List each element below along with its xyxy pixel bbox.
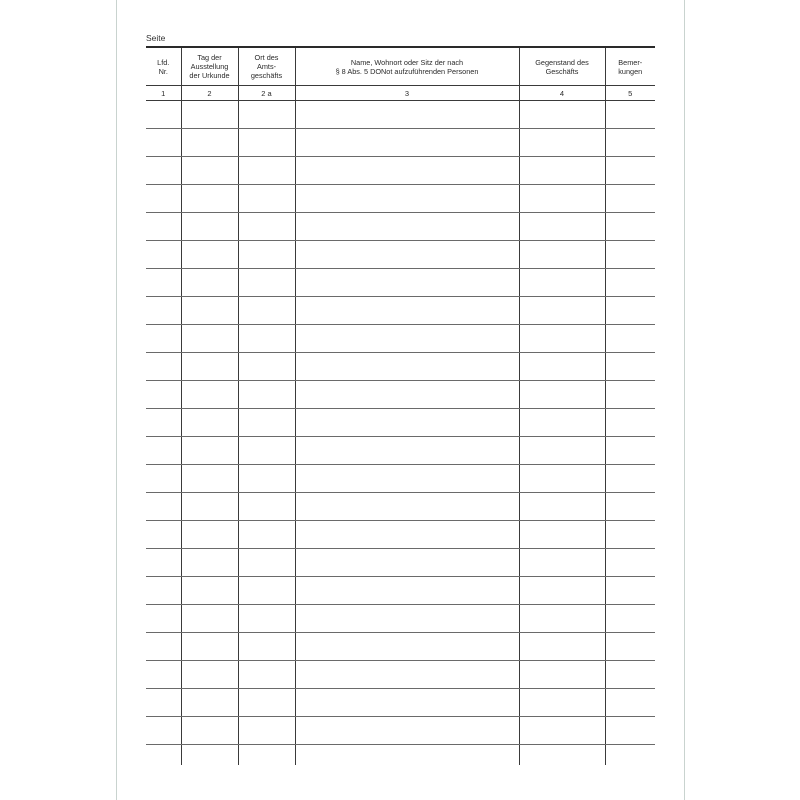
table-cell[interactable] [146,297,181,325]
table-cell[interactable] [519,101,605,129]
table-cell[interactable] [238,437,295,465]
table-cell[interactable] [519,409,605,437]
table-cell[interactable] [605,745,655,766]
table-row [146,185,655,213]
column-number: 4 [519,86,605,101]
column-header-tag-der-ausstellung: Tag der Ausstellung der Urkunde [181,47,238,86]
table-cell[interactable] [238,101,295,129]
table-cell[interactable] [605,605,655,633]
table-cell[interactable] [519,689,605,717]
table-cell[interactable] [295,269,519,297]
table-cell[interactable] [146,241,181,269]
table-cell[interactable] [238,661,295,689]
table-row [146,353,655,381]
table-cell[interactable] [146,633,181,661]
table-cell[interactable] [146,325,181,353]
table-cell[interactable] [181,633,238,661]
table-cell[interactable] [238,381,295,409]
table-cell[interactable] [605,493,655,521]
table-cell[interactable] [146,577,181,605]
table-cell[interactable] [146,661,181,689]
table-cell[interactable] [519,437,605,465]
table-cell[interactable] [146,213,181,241]
column-number-row [146,86,655,101]
table-cell[interactable] [519,381,605,409]
table-cell[interactable] [181,241,238,269]
table-cell[interactable] [295,157,519,185]
table-cell[interactable] [295,129,519,157]
column-number: 2 a [238,86,295,101]
table-cell[interactable] [146,493,181,521]
table-cell[interactable] [238,549,295,577]
table-cell[interactable] [605,129,655,157]
table-row [146,241,655,269]
table-cell[interactable] [238,493,295,521]
table-cell[interactable] [146,157,181,185]
table-row [146,269,655,297]
table-cell[interactable] [605,185,655,213]
column-header-name-wohnort: Name, Wohnort oder Sitz der nach § 8 Abs. 5 DONot aufzuführenden Personen [295,47,519,86]
table-cell[interactable] [519,297,605,325]
table-cell[interactable] [295,185,519,213]
table-cell[interactable] [238,633,295,661]
table-cell[interactable] [295,241,519,269]
table-cell[interactable] [295,381,519,409]
table-cell[interactable] [238,689,295,717]
table-cell[interactable] [519,605,605,633]
table-cell[interactable] [181,297,238,325]
table-cell[interactable] [146,353,181,381]
table-cell[interactable] [605,325,655,353]
table-cell[interactable] [181,605,238,633]
register-table [146,46,655,765]
table-cell[interactable] [146,689,181,717]
table-row [146,409,655,437]
table-cell[interactable] [181,521,238,549]
table-cell[interactable] [146,437,181,465]
table-cell[interactable] [519,213,605,241]
table-cell[interactable] [519,269,605,297]
table-cell[interactable] [238,605,295,633]
table-cell[interactable] [295,353,519,381]
table-cell[interactable] [605,661,655,689]
table-cell[interactable] [295,745,519,766]
table-row [146,577,655,605]
table-cell[interactable] [146,465,181,493]
table-cell[interactable] [238,409,295,437]
table-row [146,465,655,493]
column-header-lfd-nr: Lfd. Nr. [146,47,181,86]
table-cell[interactable] [295,325,519,353]
table-cell[interactable] [295,717,519,745]
table-cell[interactable] [238,157,295,185]
header-row [146,47,655,86]
page-label: Seite [146,33,166,43]
table-cell[interactable] [605,101,655,129]
table-cell[interactable] [295,521,519,549]
column-number: 1 [146,86,181,101]
table-cell[interactable] [181,325,238,353]
table-cell[interactable] [181,577,238,605]
table-cell[interactable] [181,381,238,409]
table-cell[interactable] [238,185,295,213]
table-cell[interactable] [238,353,295,381]
table-cell[interactable] [146,185,181,213]
table-cell[interactable] [181,549,238,577]
table-cell[interactable] [181,157,238,185]
table-cell[interactable] [146,605,181,633]
column-number: 5 [605,86,655,101]
table-cell[interactable] [295,465,519,493]
table-row [146,101,655,129]
table-cell[interactable] [605,521,655,549]
table-cell[interactable] [146,745,181,766]
table-cell[interactable] [605,689,655,717]
table-row [146,549,655,577]
table-row [146,297,655,325]
table-cell[interactable] [519,185,605,213]
table-cell[interactable] [605,213,655,241]
table-cell[interactable] [181,689,238,717]
table-cell[interactable] [519,353,605,381]
table-cell[interactable] [295,213,519,241]
column-header-bemerkungen: Bemer- kungen [605,47,655,86]
table-cell[interactable] [181,465,238,493]
table-cell[interactable] [295,689,519,717]
table-row [146,689,655,717]
table-cell[interactable] [146,717,181,745]
table-cell[interactable] [181,717,238,745]
table-cell[interactable] [519,661,605,689]
table-cell[interactable] [238,269,295,297]
table-cell[interactable] [181,213,238,241]
table-cell[interactable] [295,101,519,129]
table-row [146,745,655,766]
table-cell[interactable] [181,437,238,465]
table-cell[interactable] [238,213,295,241]
table-cell[interactable] [605,717,655,745]
table-cell[interactable] [519,521,605,549]
table-row [146,493,655,521]
table-cell[interactable] [146,521,181,549]
table-cell[interactable] [605,353,655,381]
table-cell[interactable] [238,297,295,325]
table-cell[interactable] [181,493,238,521]
entry-rows [146,101,655,766]
table-cell[interactable] [146,129,181,157]
table-cell[interactable] [605,381,655,409]
table-cell[interactable] [519,633,605,661]
table-row [146,661,655,689]
table-cell[interactable] [181,129,238,157]
table-cell[interactable] [605,465,655,493]
table-cell[interactable] [605,157,655,185]
table-cell[interactable] [519,493,605,521]
table-cell[interactable] [519,241,605,269]
table-cell[interactable] [519,717,605,745]
table-cell[interactable] [295,409,519,437]
table-cell[interactable] [238,745,295,766]
table-cell[interactable] [605,633,655,661]
table-cell[interactable] [238,717,295,745]
table-cell[interactable] [295,605,519,633]
table-cell[interactable] [181,269,238,297]
table-cell[interactable] [295,577,519,605]
table-cell[interactable] [605,269,655,297]
table-row [146,381,655,409]
table-cell[interactable] [295,437,519,465]
table-row [146,437,655,465]
table-cell[interactable] [605,577,655,605]
table-row [146,129,655,157]
table-cell[interactable] [181,101,238,129]
table-cell[interactable] [519,157,605,185]
register-table-wrapper [146,46,655,764]
table-cell[interactable] [181,745,238,766]
table-cell[interactable] [238,129,295,157]
table-cell[interactable] [519,129,605,157]
table-cell[interactable] [181,353,238,381]
table-cell[interactable] [605,437,655,465]
table-cell[interactable] [519,577,605,605]
table-row [146,213,655,241]
table-cell[interactable] [238,577,295,605]
table-cell[interactable] [238,521,295,549]
table-cell[interactable] [605,549,655,577]
table-row [146,605,655,633]
table-cell[interactable] [146,409,181,437]
column-number: 2 [181,86,238,101]
table-cell[interactable] [295,633,519,661]
table-row [146,325,655,353]
table-cell[interactable] [238,465,295,493]
table-cell[interactable] [181,409,238,437]
column-header-ort-des-amtsgeschaefts: Ort des Amts- geschäfts [238,47,295,86]
column-header-gegenstand: Gegenstand des Geschäfts [519,47,605,86]
table-cell[interactable] [146,101,181,129]
table-cell[interactable] [146,269,181,297]
table-cell[interactable] [605,297,655,325]
table-cell[interactable] [295,493,519,521]
table-cell[interactable] [519,745,605,766]
column-number: 3 [295,86,519,101]
table-row [146,521,655,549]
table-cell[interactable] [238,241,295,269]
table-cell[interactable] [181,185,238,213]
table-row [146,633,655,661]
table-cell[interactable] [238,325,295,353]
table-cell[interactable] [605,409,655,437]
table-row [146,717,655,745]
table-cell[interactable] [519,325,605,353]
table-row [146,157,655,185]
table-cell[interactable] [181,661,238,689]
table-cell[interactable] [295,297,519,325]
table-cell[interactable] [146,549,181,577]
table-cell[interactable] [605,241,655,269]
table-cell[interactable] [519,465,605,493]
table-cell[interactable] [295,661,519,689]
table-cell[interactable] [519,549,605,577]
table-cell[interactable] [295,549,519,577]
table-cell[interactable] [146,381,181,409]
